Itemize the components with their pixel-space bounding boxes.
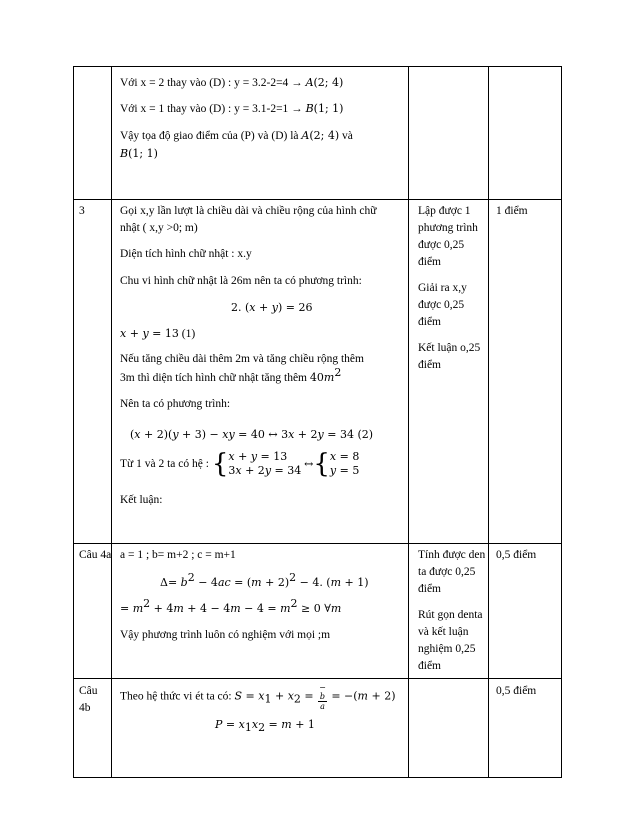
- r3-scoring-1: Tính được den ta được 0,25 điểm: [418, 549, 486, 595]
- sol-y: y = 5: [329, 464, 360, 477]
- r2-line-1: Gọi x,y lần lượt là chiều dài và chiều rộng của hình chữ: [120, 205, 377, 217]
- r1-line-4: B(1; 1): [120, 147, 158, 160]
- r3-line-4: Vậy phương trình luôn có nghiệm với mọi ;m: [120, 629, 331, 641]
- r2-line-3: Diện tích hình chữ nhật : x.y: [120, 248, 252, 260]
- r1-line-1: Với x = 2 thay vào (D) : y = 3.2-2=4 → A(2; 4): [120, 76, 344, 89]
- r3-label: Câu 4a: [79, 549, 112, 561]
- r3-scoring-2: Rút gọn denta và kết luận nghiệm 0,25 điểm: [418, 609, 483, 672]
- r4-points: 0,5 điểm: [496, 685, 537, 697]
- equation-2: x + y = 13 (1): [120, 327, 196, 340]
- r1-line-2: Với x = 1 thay vào (D) : y = 3.1-2=1 → B(1; 1): [120, 102, 344, 115]
- r2-line-4: Chu vi hình chữ nhật là 26m nên ta có phương trình:: [120, 275, 362, 287]
- vieta-sum: Theo hệ thức vi ét ta có: $S = x_1 + x_2$ = − b a = −(m + 2): [120, 683, 396, 711]
- col-divider: [561, 66, 562, 778]
- equation-3: (x + 2)(y + 3) − xy = 40 ↔ 3x + 2y = 34 (2): [130, 428, 374, 441]
- r2-scoring-2: Giải ra x,y được 0,25 điểm: [418, 282, 467, 328]
- r2-label: 3: [79, 205, 85, 217]
- r2-line-9: Nên ta có phương trình:: [120, 398, 231, 410]
- r4-label: Câu 4b: [79, 685, 98, 714]
- col-divider: [408, 66, 409, 778]
- r2-scoring-3: Kết luận o,25 điểm: [418, 342, 481, 371]
- system-of-equations: Từ 1 và 2 ta có hệ : {x + y = 13 3x + 2y = 34 ↔{x = 8 y = 5: [120, 449, 360, 479]
- sys-eq-1: x + y = 13: [228, 450, 288, 463]
- r2-points: 1 điểm: [496, 205, 528, 217]
- equation-1: 2. (x + y) = 26: [231, 301, 313, 314]
- discriminant-simplified: = $m^2 + 4m + 4 - 4m - 4 = m^2 \ge 0$ ∀m: [120, 597, 342, 615]
- vieta-product: $P = x_1x_2 = m + 1$: [215, 718, 315, 734]
- r2-line-7: Nếu tăng chiều dài thêm 2m và tăng chiều rộng thêm: [120, 353, 364, 365]
- r3-points: 0,5 điểm: [496, 549, 537, 561]
- col-divider: [73, 66, 74, 778]
- r2-conclusion: Kết luận:: [120, 494, 163, 506]
- col-divider: [111, 66, 112, 778]
- r1-line-3: Vậy tọa độ giao điểm của (P) và (D) là A(2; 4) và: [120, 129, 353, 142]
- sol-x: x = 8: [329, 450, 360, 463]
- r2-line-8: 3m thì diện tích hình chữ nhật tăng thêm $40m^2$: [120, 366, 342, 384]
- discriminant-equation: $\Delta= b^2 - 4ac = (m + 2)^2 - 4$. (m + 1): [160, 571, 369, 589]
- sys-eq-2: 3x + 2y = 34: [228, 464, 302, 477]
- r2-scoring-1: Lập được 1 phương trình được 0,25 điểm: [418, 205, 478, 268]
- r2-line-2: nhật ( x,y >0; m): [120, 222, 198, 234]
- r3-line-1: a = 1 ; b= m+2 ; c = m+1: [120, 549, 236, 561]
